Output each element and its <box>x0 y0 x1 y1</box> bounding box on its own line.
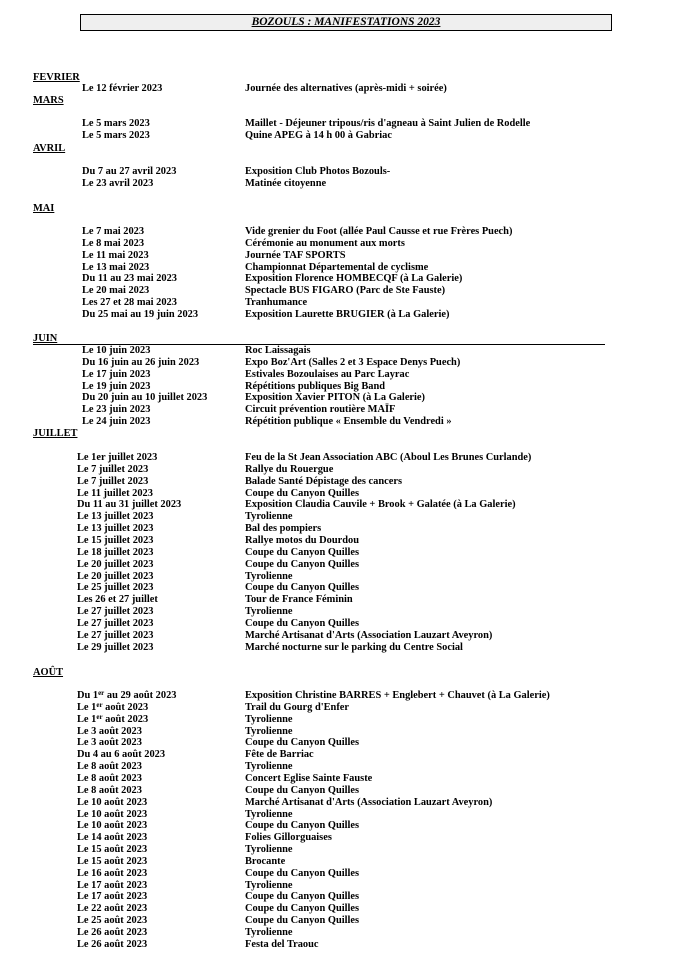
event-name: Tyrolienne <box>245 927 293 938</box>
event-date: Le 3 août 2023 <box>77 737 142 749</box>
event-name: Répétitions publiques Big Band <box>245 380 386 392</box>
event-date: Le 11 mai 2023 <box>82 249 149 261</box>
event-name: Festa del Traouc <box>245 938 319 950</box>
event-name: Rallye motos du Dourdou <box>245 534 360 546</box>
event-date: Le 8 août 2023 <box>77 772 142 784</box>
event-name: Coupe du Canyon Quilles <box>245 820 360 832</box>
event-name: Maillet - Déjeuner tripous/ris d'agneau à Saint Julien de Rodelle <box>245 118 531 129</box>
event-date: Le 13 mai 2023 <box>82 261 150 273</box>
event-name: Exposition Club Photos Bozouls- <box>245 166 391 177</box>
event-name: Coupe du Canyon Quilles <box>245 891 360 903</box>
event-name: Bal des pompiers <box>245 523 322 535</box>
month-heading: MARS <box>33 95 64 106</box>
month-heading: JUIN <box>33 333 58 344</box>
event-date: Du 20 juin au 10 juillet 2023 <box>82 392 208 404</box>
event-date: Le 24 juin 2023 <box>82 416 151 428</box>
event-name: Feu de la St Jean Association ABC (Aboul Les Brunes Curlande) <box>245 452 532 463</box>
event-name: Tyrolienne <box>245 511 293 523</box>
event-name: Matinée citoyenne <box>245 177 327 189</box>
event-name: Coupe du Canyon Quilles <box>245 737 360 749</box>
page-title: BOZOULS : MANIFESTATIONS 2023 <box>251 16 441 28</box>
event-date: Le 17 juin 2023 <box>82 368 151 380</box>
event-date: Le 15 juillet 2023 <box>77 534 154 546</box>
event-date: Le 18 juillet 2023 <box>77 546 154 558</box>
event-name: Journée des alternatives (après-midi + soirée) <box>245 83 447 94</box>
event-date: Le 5 mars 2023 <box>82 118 150 129</box>
event-date: Le 17 août 2023 <box>77 891 148 903</box>
event-name: Tranhumance <box>245 297 308 309</box>
event-date: Du 1er au 29 août 2023 <box>77 689 177 701</box>
event-name: Cérémonie au monument aux morts <box>245 237 405 249</box>
event-name: Marché nocturne sur le parking du Centre Social <box>245 641 463 653</box>
event-name: Coupe du Canyon Quilles <box>245 903 360 915</box>
event-name: Championnat Départemental de cyclisme <box>245 261 429 273</box>
event-date: Le 12 février 2023 <box>82 83 163 94</box>
event-date: Le 8 août 2023 <box>77 784 142 796</box>
event-name: Tyrolienne <box>245 713 293 725</box>
event-name: Journée TAF SPORTS <box>245 249 346 261</box>
month-heading: AVRIL <box>33 143 66 154</box>
event-name: Trail du Gourg d'Enfer <box>245 701 350 713</box>
event-name: Répétition publique « Ensemble du Vendredi » <box>245 416 452 428</box>
event-date: Le 25 août 2023 <box>77 915 148 927</box>
event-date: Le 13 juillet 2023 <box>77 511 154 523</box>
event-name: Exposition Florence HOMBECQF (à La Galerie) <box>245 273 463 285</box>
event-date: Le 20 juillet 2023 <box>77 570 154 582</box>
event-name: Tyrolienne <box>245 844 293 856</box>
event-date: Le 10 août 2023 <box>77 796 148 808</box>
month-heading: AOÛT <box>33 667 64 678</box>
event-name: Folies Gillorguaises <box>245 832 332 844</box>
event-date: Du 25 mai au 19 juin 2023 <box>82 308 199 320</box>
event-name: Brocante <box>245 855 286 867</box>
event-name: Coupe du Canyon Quilles <box>245 558 360 570</box>
event-date: Le 14 août 2023 <box>77 832 148 844</box>
event-name: Coupe du Canyon Quilles <box>245 546 360 558</box>
event-date: Le 19 juin 2023 <box>82 380 151 392</box>
event-date: Du 4 au 6 août 2023 <box>77 749 166 761</box>
event-name: Vide grenier du Foot (allée Paul Causse et rue Frères Puech) <box>245 226 513 237</box>
event-date: Le 22 août 2023 <box>77 903 148 915</box>
event-name: Tyrolienne <box>245 606 293 618</box>
event-name: Balade Santé Dépistage des cancers <box>245 475 403 487</box>
event-name: Estivales Bozoulaises au Parc Layrac <box>245 368 410 380</box>
event-name: Marché Artisanat d'Arts (Association Lauzart Aveyron) <box>245 796 493 808</box>
event-date: Le 27 juillet 2023 <box>77 606 154 618</box>
event-date: Le 17 août 2023 <box>77 879 148 891</box>
event-date: Du 11 au 31 juillet 2023 <box>77 499 182 511</box>
event-date: Le 5 mars 2023 <box>82 129 150 141</box>
event-date: Le 1er août 2023 <box>77 712 149 725</box>
juin-divider <box>33 344 605 345</box>
event-name: Exposition Xavier PITON (à La Galerie) <box>245 392 426 404</box>
event-date: Le 7 juillet 2023 <box>77 475 149 487</box>
event-date: Le 11 juillet 2023 <box>77 487 153 499</box>
event-name: Exposition Christine BARRES + Englebert + Chauvet (à La Galerie) <box>245 690 550 701</box>
event-date: Le 25 juillet 2023 <box>77 582 154 594</box>
event-date: Du 7 au 27 avril 2023 <box>82 166 177 177</box>
event-date: Le 13 juillet 2023 <box>77 523 154 535</box>
event-date: Le 27 juillet 2023 <box>77 617 154 629</box>
event-date: Le 10 août 2023 <box>77 808 148 820</box>
event-name: Coupe du Canyon Quilles <box>245 487 360 499</box>
event-date: Le 1er juillet 2023 <box>77 452 158 463</box>
event-date: Le 23 avril 2023 <box>82 177 154 189</box>
event-name: Coupe du Canyon Quilles <box>245 867 360 879</box>
event-name: Tyrolienne <box>245 761 293 773</box>
event-date: Le 3 août 2023 <box>77 725 142 737</box>
event-name: Circuit prévention routière MAÏF <box>245 404 396 416</box>
event-date: Le 26 août 2023 <box>77 927 148 938</box>
event-date: Les 27 et 28 mai 2023 <box>82 297 177 309</box>
event-date: Le 7 juillet 2023 <box>77 463 149 475</box>
event-date: Le 7 mai 2023 <box>82 226 145 237</box>
event-date: Le 20 mai 2023 <box>82 285 150 297</box>
event-date: Le 15 août 2023 <box>77 855 148 867</box>
event-name: Concert Eglise Sainte Fauste <box>245 772 373 784</box>
event-date: Le 16 août 2023 <box>77 867 148 879</box>
event-date: Le 10 août 2023 <box>77 820 148 832</box>
event-name: Marché Artisanat d'Arts (Association Lauzart Aveyron) <box>245 629 493 641</box>
event-date: Le 15 août 2023 <box>77 844 148 856</box>
event-date: Le 8 mai 2023 <box>82 237 145 249</box>
event-date: Le 20 juillet 2023 <box>77 558 154 570</box>
event-name: Tyrolienne <box>245 808 293 820</box>
event-name: Roc Laissagais <box>245 345 311 356</box>
event-date: Le 26 août 2023 <box>77 938 148 950</box>
event-name: Exposition Claudia Cauvile + Brook + Galatée (à La Galerie) <box>245 499 516 511</box>
month-heading: JUILLET <box>33 428 78 439</box>
event-name: Spectacle BUS FIGARO (Parc de Ste Fauste) <box>245 285 446 297</box>
event-date: Les 26 et 27 juillet <box>77 594 158 606</box>
event-name: Coupe du Canyon Quilles <box>245 915 360 927</box>
event-name: Quine APEG à 14 h 00 à Gabriac <box>245 129 392 141</box>
event-date: Le 27 juillet 2023 <box>77 629 154 641</box>
event-name: Coupe du Canyon Quilles <box>245 784 360 796</box>
event-date: Le 1er août 2023 <box>77 700 149 713</box>
event-name: Exposition Laurette BRUGIER (à La Galerie) <box>245 308 450 320</box>
event-name: Tyrolienne <box>245 725 293 737</box>
event-date: Du 11 au 23 mai 2023 <box>82 273 177 285</box>
event-name: Tour de France Féminin <box>245 594 353 606</box>
event-name: Coupe du Canyon Quilles <box>245 582 360 594</box>
event-name: Expo Boz'Art (Salles 2 et 3 Espace Denys Puech) <box>245 356 461 368</box>
event-name: Coupe du Canyon Quilles <box>245 617 360 629</box>
event-date: Le 8 août 2023 <box>77 761 142 773</box>
event-date: Le 10 juin 2023 <box>82 345 151 356</box>
event-name: Fête de Barriac <box>245 749 314 761</box>
event-name: Rallye du Rouergue <box>245 463 334 475</box>
month-heading: MAI <box>33 203 55 214</box>
event-date: Le 23 juin 2023 <box>82 404 151 416</box>
event-date: Le 29 juillet 2023 <box>77 641 154 653</box>
event-name: Tyrolienne <box>245 570 293 582</box>
event-date: Du 16 juin au 26 juin 2023 <box>82 356 200 368</box>
event-name: Tyrolienne <box>245 879 293 891</box>
month-heading: FEVRIER <box>33 72 80 83</box>
